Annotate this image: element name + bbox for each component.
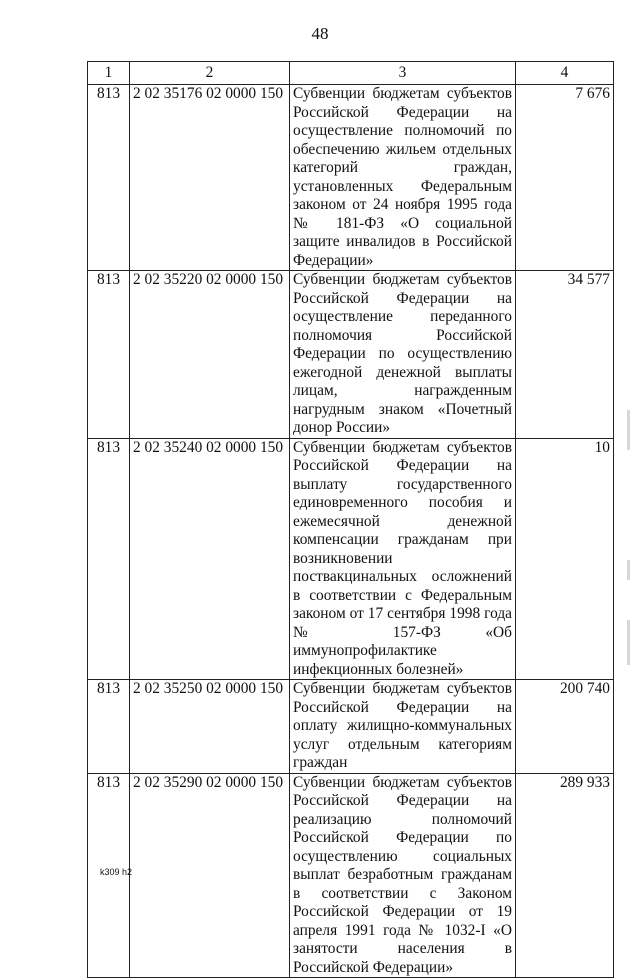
amount-cell: 289 933 bbox=[516, 773, 614, 978]
description-cell: Субвенции бюджетам субъектов Российской Федерации на выплату государственного единовременного пособия и ежемесячной денежной компенсации гражданам при возникновении поствакцинальных осложнений в соответствии с Федеральным законом от 17 сентября 1998 года № 157-ФЗ «Об иммунопрофилактике инфекционных болезней» bbox=[290, 438, 516, 680]
table-row bbox=[88, 438, 614, 680]
amount-cell: 7 676 bbox=[516, 85, 614, 271]
table-row bbox=[88, 680, 614, 774]
description-cell: Субвенции бюджетам субъектов Российской Федерации на осуществление переданного полномочия Российской Федерации по осуществлению ежегодной денежной выплаты лицам, награжденным нагрудным знаком «Почетный донор России» bbox=[290, 271, 516, 439]
amount-cell: 10 bbox=[516, 438, 614, 680]
admin-code-cell: 813 bbox=[88, 438, 130, 680]
admin-code-cell: 813 bbox=[88, 680, 130, 774]
description-cell: Субвенции бюджетам субъектов Российской Федерации на оплату жилищно-коммунальных услуг отдельным категориям граждан bbox=[290, 680, 516, 774]
table-header bbox=[88, 62, 614, 85]
amount-cell: 34 577 bbox=[516, 271, 614, 439]
admin-code-cell: 813 bbox=[88, 773, 130, 978]
column-header-1: 1 bbox=[88, 62, 130, 85]
budget-code-cell: 2 02 35240 02 0000 150 bbox=[130, 438, 290, 680]
table-body bbox=[88, 85, 614, 978]
amount-cell: 200 740 bbox=[516, 680, 614, 774]
budget-code-cell: 2 02 35250 02 0000 150 bbox=[130, 680, 290, 774]
budget-code-cell: 2 02 35176 02 0000 150 bbox=[130, 85, 290, 271]
column-header-2: 2 bbox=[130, 62, 290, 85]
budget-table bbox=[87, 61, 614, 978]
scan-edge-mark bbox=[627, 560, 630, 580]
budget-code-cell: 2 02 35220 02 0000 150 bbox=[130, 271, 290, 439]
description-cell: Субвенции бюджетам субъектов Российской Федерации на осуществление полномочий по обеспечению жильем отдельных категорий граждан, установленных Федеральным законом от 24 ноября 1995 года № 181-ФЗ «О социальной защите инвалидов в Российской Федерации» bbox=[290, 85, 516, 271]
column-header-4: 4 bbox=[516, 62, 614, 85]
scan-edge-mark bbox=[627, 620, 630, 665]
table-row bbox=[88, 773, 614, 978]
description-cell: Субвенции бюджетам субъектов Российской Федерации на реализацию полномочий Российской Федерации по осуществлению социальных выплат безработным гражданам в соответствии с Законом Российской Федерации от 19 апреля 1991 года № 1032-I «О занятости населения в Российской Федерации» bbox=[290, 773, 516, 978]
budget-code-cell: 2 02 35290 02 0000 150 bbox=[130, 773, 290, 978]
scan-edge-mark bbox=[627, 410, 630, 450]
column-header-3: 3 bbox=[290, 62, 516, 85]
admin-code-cell: 813 bbox=[88, 271, 130, 439]
table-row bbox=[88, 271, 614, 439]
table-row bbox=[88, 85, 614, 271]
admin-code-cell: 813 bbox=[88, 85, 130, 271]
page-number: 48 bbox=[311, 24, 329, 43]
footer-code: k309 h2 bbox=[100, 867, 133, 877]
